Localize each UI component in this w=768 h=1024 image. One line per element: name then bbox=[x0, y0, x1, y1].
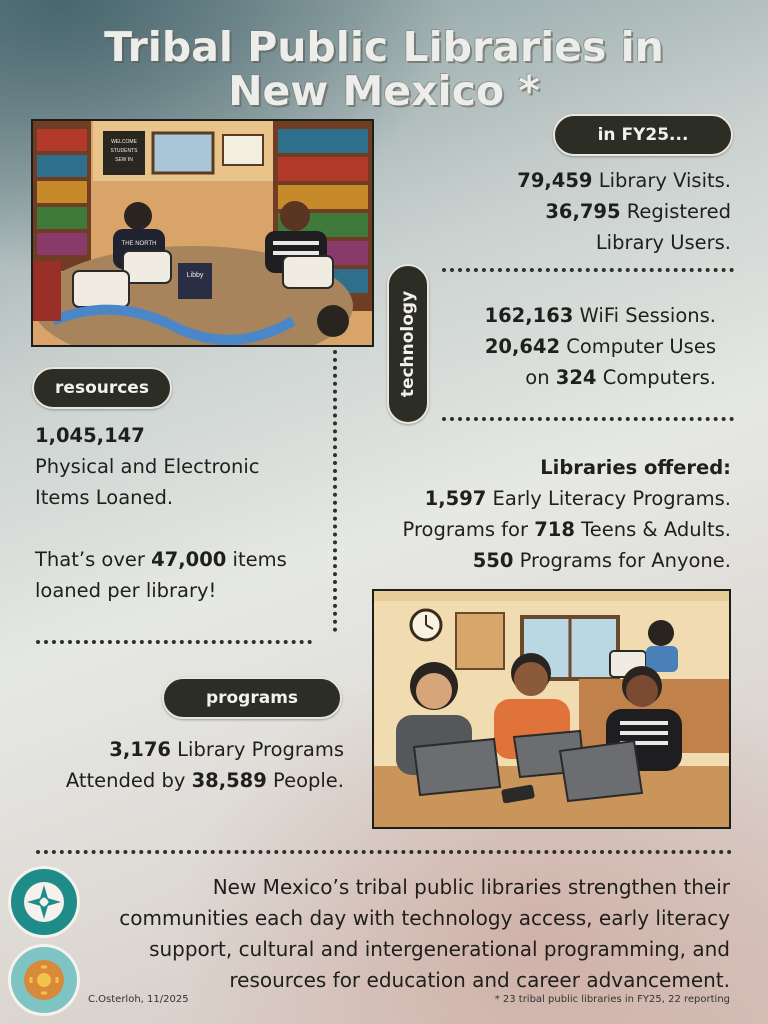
wifi-sessions-label: WiFi Sessions. bbox=[573, 304, 716, 327]
state-library-seal bbox=[8, 866, 80, 938]
teens-adults-label: Teens & Adults. bbox=[574, 518, 731, 541]
attended-value: 38,589 bbox=[191, 769, 267, 792]
registered-users-label: Registered bbox=[620, 200, 731, 223]
teens-adults-prefix: Programs for bbox=[402, 518, 535, 541]
tribal-libraries-seal-graphic bbox=[11, 947, 77, 1013]
libraries-offered bbox=[331, 452, 731, 576]
shirt-text: THE NORTH bbox=[121, 241, 157, 247]
library-programs-value: 3,176 bbox=[109, 738, 171, 761]
teens-adults-value: 718 bbox=[534, 518, 575, 541]
teens-adults-line bbox=[331, 514, 731, 545]
page-title-line-1: Tribal Public Libraries in bbox=[104, 23, 664, 71]
libby-label: Libby bbox=[186, 272, 204, 279]
anyone-label: Programs for Anyone. bbox=[513, 549, 731, 572]
sign-text-1: WELCOME bbox=[111, 139, 137, 145]
laptop-students-illustration bbox=[372, 589, 731, 829]
computers-value: 324 bbox=[555, 366, 597, 389]
closing-line-4: resources for education and career advancement. bbox=[229, 968, 730, 992]
divider-technology bbox=[442, 417, 734, 421]
library-visits-line bbox=[351, 165, 731, 196]
fy25-stats bbox=[351, 165, 731, 258]
items-loaned-line-1: Physical and Electronic bbox=[35, 455, 260, 478]
computer-uses-label: Computer Uses bbox=[560, 335, 716, 358]
early-literacy-line bbox=[331, 483, 731, 514]
wifi-sessions-line bbox=[416, 300, 716, 331]
sign-text-2: STUDENTS bbox=[110, 148, 138, 154]
library-visits-label: Library Visits. bbox=[592, 169, 731, 192]
divider-resources bbox=[36, 640, 312, 644]
per-library-line bbox=[35, 544, 335, 575]
library-sewing-illustration bbox=[31, 119, 374, 347]
closing-line-3: support, cultural and intergenerational programming, and bbox=[149, 937, 730, 961]
fy25-pill bbox=[553, 114, 733, 156]
per-library-value: 47,000 bbox=[151, 548, 227, 571]
programs-pill bbox=[162, 677, 342, 719]
closing-line-1: New Mexico’s tribal public libraries strengthen their bbox=[212, 875, 730, 899]
per-library-line-2: loaned per library! bbox=[35, 579, 217, 602]
per-library-prefix: That’s over bbox=[35, 548, 152, 571]
library-programs-line bbox=[20, 734, 344, 765]
computer-uses-line bbox=[416, 331, 716, 362]
library-visits-value: 79,459 bbox=[517, 169, 593, 192]
tribal-libraries-seal bbox=[8, 944, 80, 1016]
anyone-line bbox=[331, 545, 731, 576]
library-programs-label: Library Programs bbox=[170, 738, 344, 761]
items-loaned-line-2: Items Loaned. bbox=[35, 486, 174, 509]
divider-fy bbox=[442, 268, 734, 272]
anyone-value: 550 bbox=[472, 549, 514, 572]
early-literacy-label: Early Literacy Programs. bbox=[486, 487, 731, 510]
attended-line bbox=[20, 765, 344, 796]
programs-stats bbox=[20, 734, 344, 796]
page-title-line-2: New Mexico * bbox=[228, 67, 540, 115]
state-library-seal-graphic bbox=[11, 869, 77, 935]
fy25-pill-label: in FY25... bbox=[597, 125, 689, 145]
computer-uses-value: 20,642 bbox=[484, 335, 561, 358]
items-loaned-value: 1,045,147 bbox=[35, 424, 145, 447]
computers-prefix: on bbox=[525, 366, 556, 389]
divider-closing bbox=[36, 850, 732, 854]
registered-users-line-2: Library Users. bbox=[595, 231, 731, 254]
closing-line-2: communities each day with technology access, early literacy bbox=[119, 906, 730, 930]
attended-prefix: Attended by bbox=[65, 769, 192, 792]
programs-pill-label: programs bbox=[205, 688, 299, 708]
early-literacy-value: 1,597 bbox=[424, 487, 487, 510]
computers-line bbox=[416, 362, 716, 393]
sign-text-3: SEW IN bbox=[115, 157, 133, 163]
registered-users-value: 36,795 bbox=[545, 200, 621, 223]
resources-pill-label: resources bbox=[55, 378, 149, 398]
footnote-text: * 23 tribal public libraries in FY25, 22 reporting bbox=[494, 994, 730, 1005]
per-library-suffix: items bbox=[226, 548, 287, 571]
libraries-offered-heading: Libraries offered: bbox=[540, 456, 731, 479]
wifi-sessions-value: 162,163 bbox=[484, 304, 574, 327]
credit-text: C.Osterloh, 11/2025 bbox=[88, 994, 189, 1005]
technology-stats bbox=[416, 300, 716, 393]
technology-pill-label: technology bbox=[398, 290, 418, 398]
computers-label: Computers. bbox=[596, 366, 716, 389]
attended-suffix: People. bbox=[266, 769, 344, 792]
closing-paragraph bbox=[90, 872, 730, 996]
registered-users-line bbox=[351, 196, 731, 227]
resources-pill bbox=[32, 367, 172, 409]
resources-stats bbox=[35, 420, 335, 606]
